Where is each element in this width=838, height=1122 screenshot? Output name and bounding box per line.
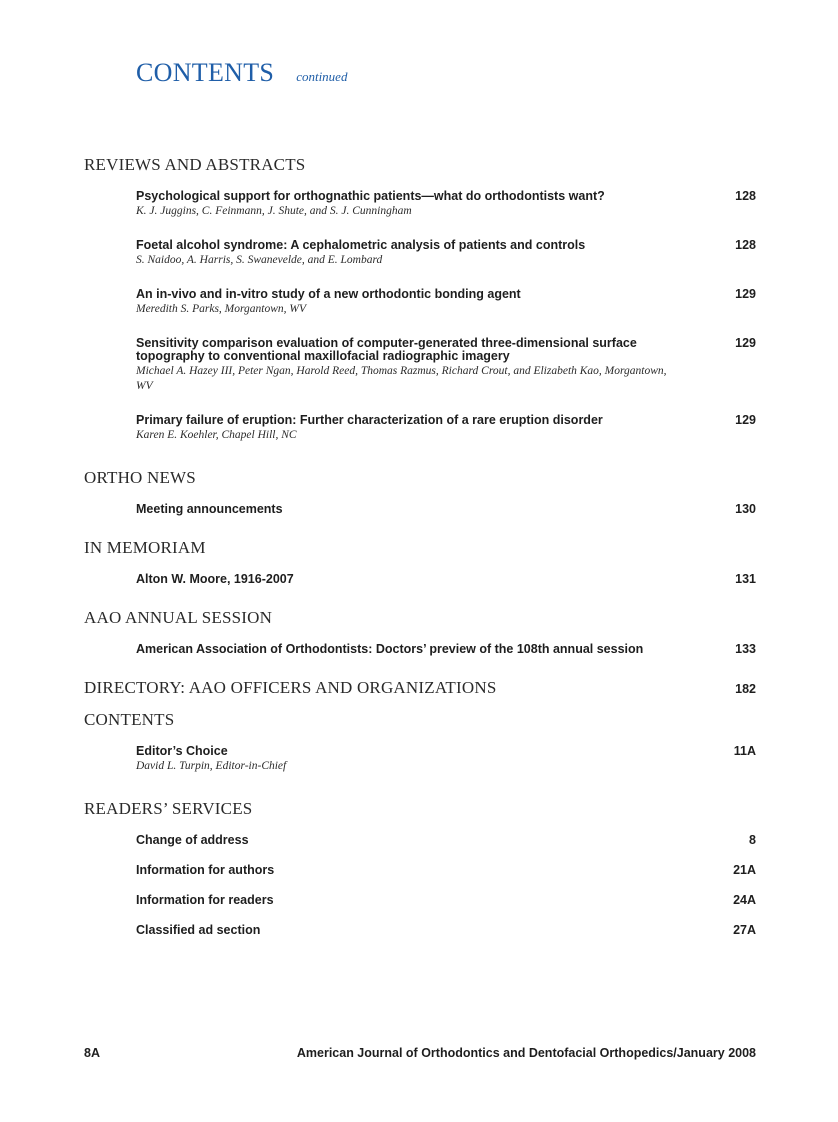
toc-entry[interactable] <box>136 924 756 937</box>
toc-entry[interactable] <box>136 643 756 656</box>
continued-label: continued <box>296 69 348 84</box>
toc-entry[interactable] <box>136 190 756 219</box>
toc-entry[interactable] <box>136 745 756 774</box>
entry-authors: David L. Turpin, Editor-in-Chief <box>136 760 287 772</box>
section-heading-in-memoriam: IN MEMORIAM <box>84 538 206 557</box>
journal-running-footer: American Journal of Orthodontics and Dentofacial Orthopedics/January 2008 <box>296 1046 756 1060</box>
entry-page-number: 130 <box>735 502 756 516</box>
page-title-text: CONTENTS <box>136 58 275 87</box>
entry-title[interactable]: Foetal alcohol syndrome: A cephalometric analysis of patients and controls <box>136 238 586 252</box>
toc-entry[interactable] <box>136 894 756 907</box>
entry-title[interactable]: Meeting announcements <box>136 502 283 516</box>
entry-title[interactable]: Editor’s Choice <box>136 744 228 758</box>
entry-page-number: 8 <box>749 833 756 847</box>
entry-title[interactable]: Primary failure of eruption: Further characterization of a rare eruption disorder <box>136 413 603 427</box>
toc-entry[interactable] <box>136 337 756 394</box>
entry-title[interactable]: Sensitivity comparison evaluation of computer-generated three-dimensional surface topography to conventional maxillofacial radiographic imagery <box>136 336 637 363</box>
toc-entry[interactable] <box>136 239 756 268</box>
entry-page-number: 128 <box>735 189 756 203</box>
page-folio: 8A <box>84 1046 100 1060</box>
toc-entry[interactable] <box>136 864 756 877</box>
entry-title[interactable]: American Association of Orthodontists: Doctors’ preview of the 108th annual session <box>136 642 644 656</box>
entry-title[interactable]: An in-vivo and in-vitro study of a new orthodontic bonding agent <box>136 287 521 301</box>
entry-authors: S. Naidoo, A. Harris, S. Swanevelde, and E. Lombard <box>136 254 383 266</box>
entry-page-number: 128 <box>735 238 756 252</box>
entry-title[interactable]: Classified ad section <box>136 923 261 937</box>
entry-page-number: 129 <box>735 336 756 350</box>
section-heading-contents: CONTENTS <box>84 710 175 729</box>
entry-authors: Michael A. Hazey III, Peter Ngan, Harold Reed, Thomas Razmus, Richard Crout, and Elizabeth Kao, Morgantown, WV <box>136 365 667 392</box>
entry-title[interactable]: Information for authors <box>136 863 275 877</box>
toc-entry[interactable] <box>136 503 756 516</box>
entry-page-number: 11A <box>733 744 756 758</box>
entry-authors: K. J. Juggins, C. Feinmann, J. Shute, and S. J. Cunningham <box>136 205 412 217</box>
toc-entry[interactable] <box>136 414 756 443</box>
entry-title[interactable]: Change of address <box>136 833 249 847</box>
entry-page-number: 27A <box>733 923 756 937</box>
entry-page-number: 24A <box>733 893 756 907</box>
entry-title[interactable]: Information for readers <box>136 893 274 907</box>
section-heading-aao-session: AAO ANNUAL SESSION <box>84 608 273 627</box>
entry-page-number: 131 <box>735 572 756 586</box>
entry-title[interactable]: Alton W. Moore, 1916-2007 <box>136 572 294 586</box>
section-heading-ortho-news: ORTHO NEWS <box>84 468 196 487</box>
section-heading-reviews: REVIEWS AND ABSTRACTS <box>84 155 306 174</box>
entry-page-number: 129 <box>735 413 756 427</box>
entry-page-number: 129 <box>735 287 756 301</box>
toc-entry[interactable] <box>136 288 756 317</box>
toc-entry[interactable] <box>136 573 756 586</box>
entry-authors: Karen E. Koehler, Chapel Hill, NC <box>136 429 297 441</box>
section-heading-readers-services: READERS’ SERVICES <box>84 799 253 818</box>
section-heading-directory[interactable]: DIRECTORY: AAO OFFICERS AND ORGANIZATIONS <box>84 678 497 697</box>
page-title <box>136 58 347 88</box>
directory-page-number: 182 <box>735 682 756 696</box>
toc-entry[interactable] <box>136 834 756 847</box>
entry-page-number: 21A <box>733 863 756 877</box>
entry-authors: Meredith S. Parks, Morgantown, WV <box>136 303 307 315</box>
entry-title[interactable]: Psychological support for orthognathic patients—what do orthodontists want? <box>136 189 605 203</box>
entry-page-number: 133 <box>735 642 756 656</box>
